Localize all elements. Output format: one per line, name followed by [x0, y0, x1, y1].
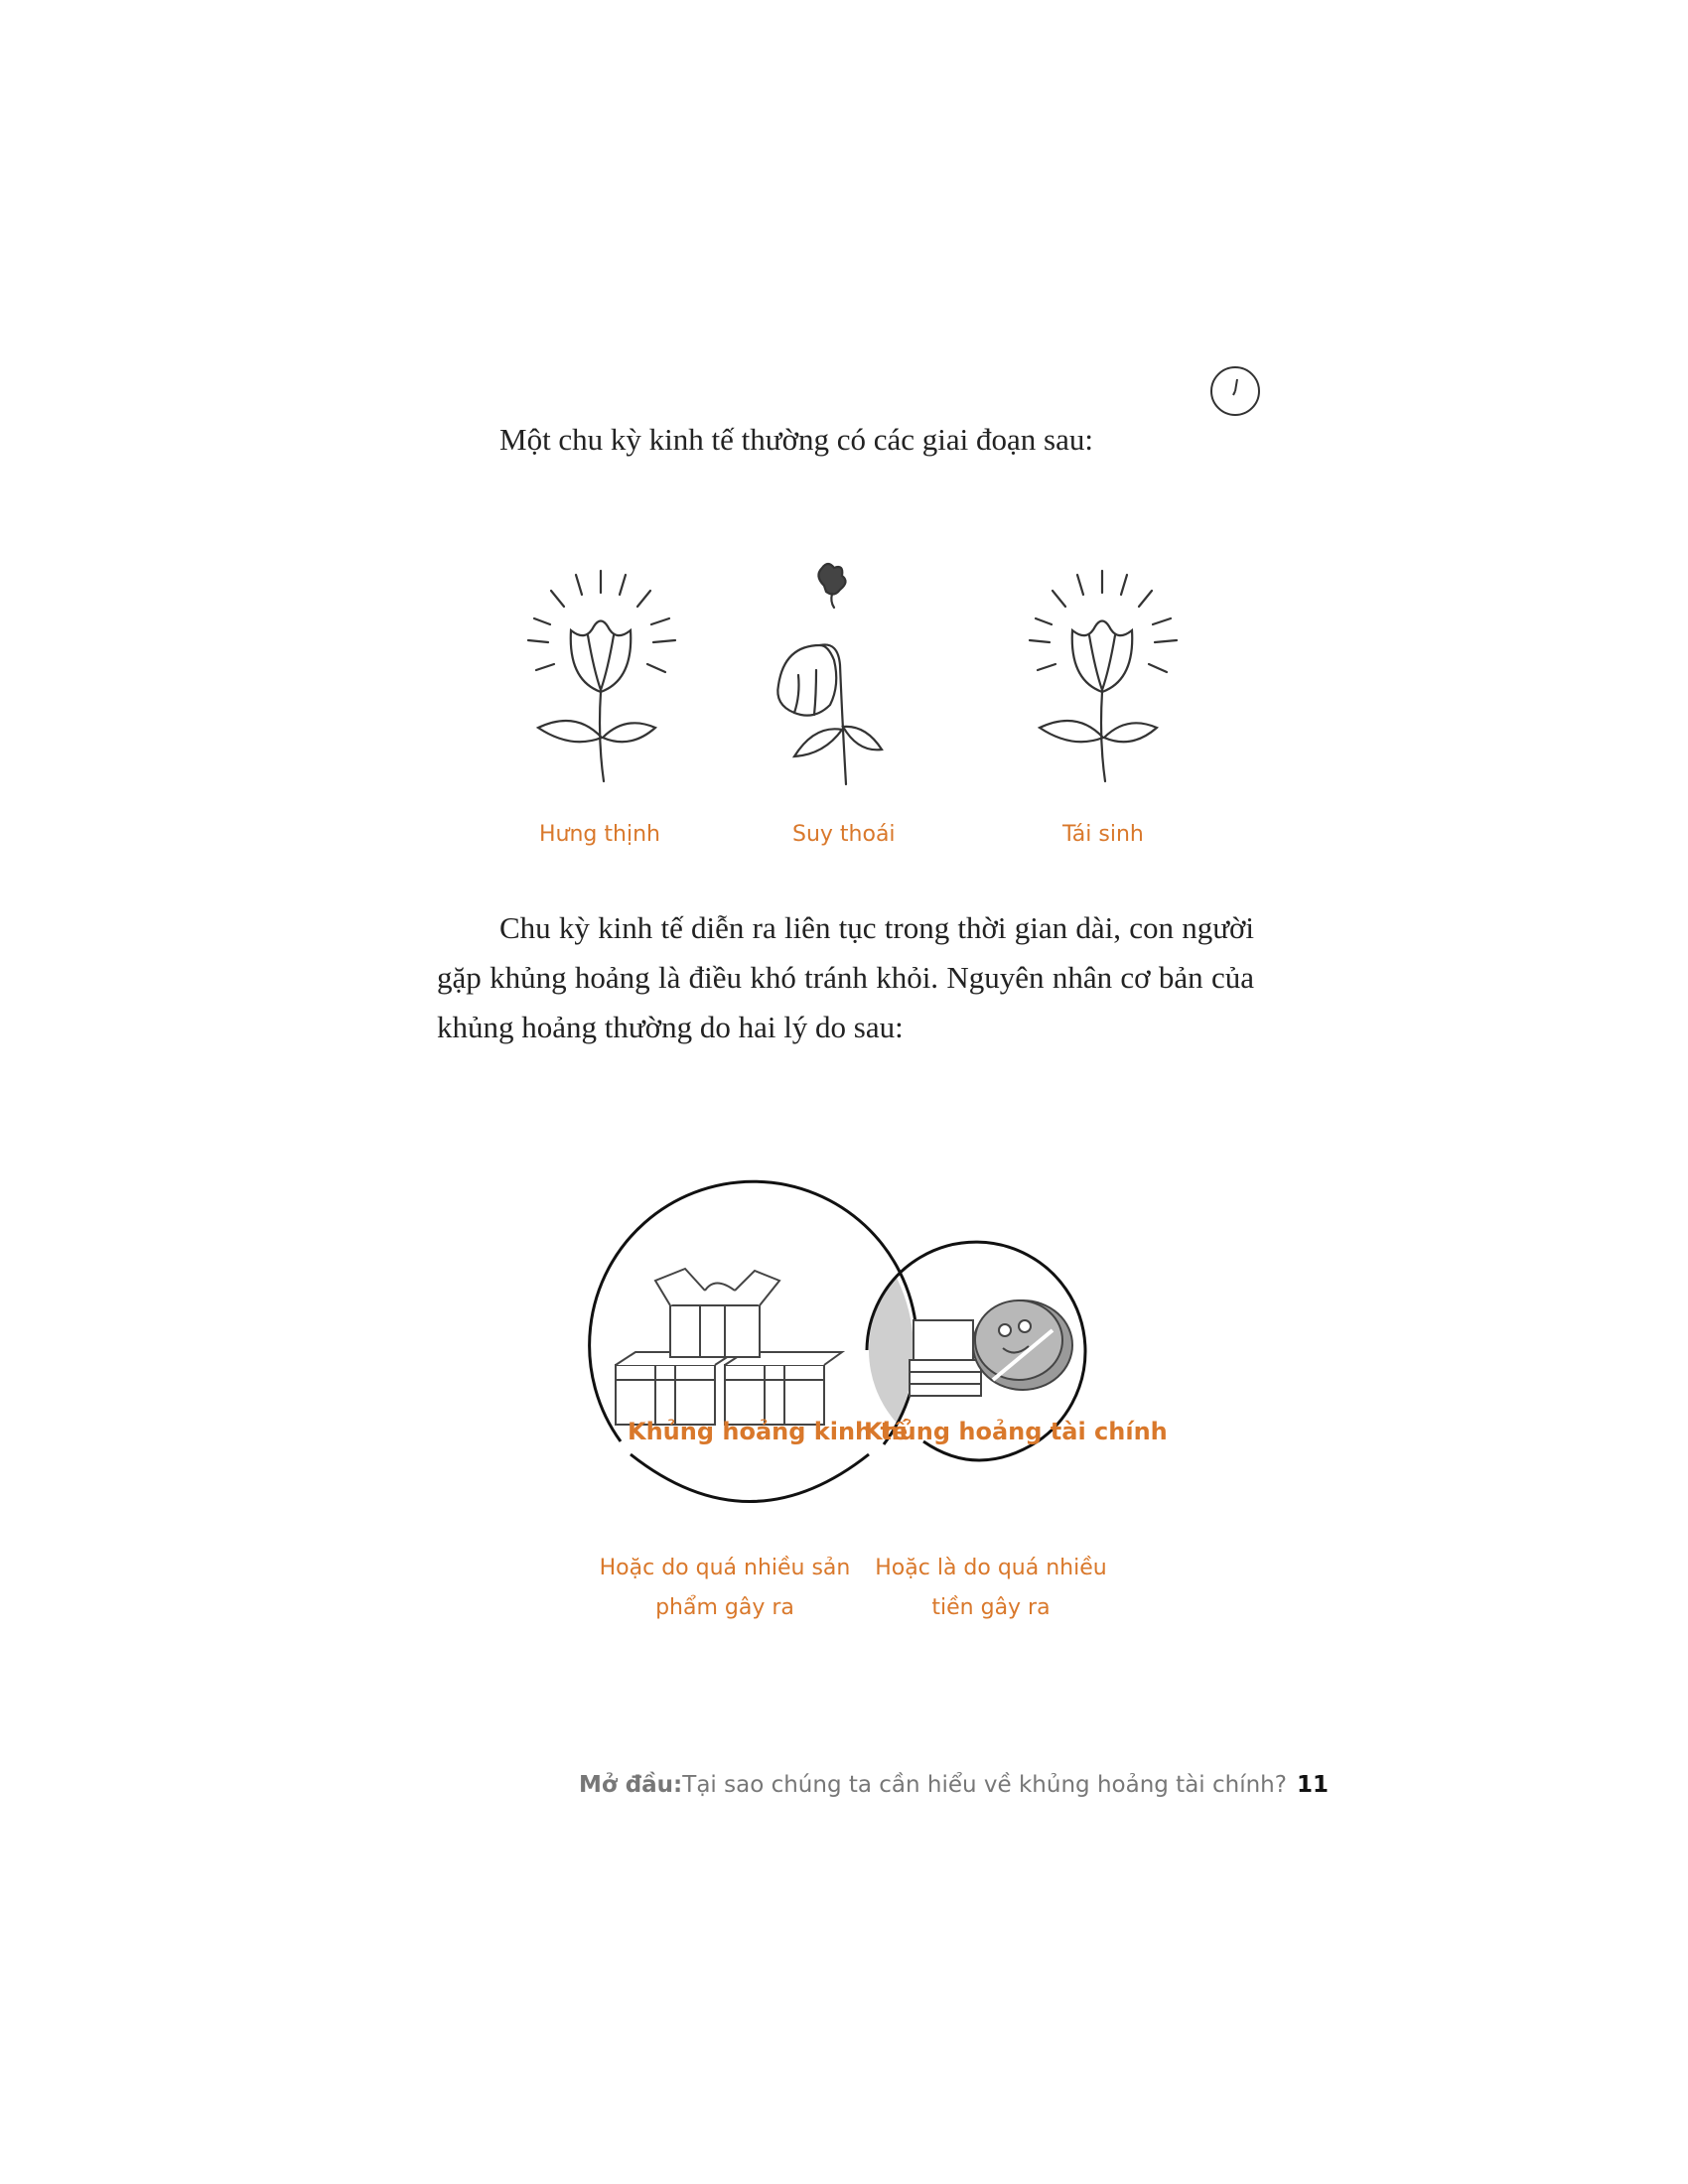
cause-right-line1: Hoặc là do quá nhiều	[875, 1556, 1107, 1580]
venn-right-label: Khủng hoảng tài chính	[864, 1418, 1168, 1445]
cause-left-line1: Hoặc do quá nhiều sản	[599, 1556, 851, 1580]
wilted-tulip-icon	[755, 546, 904, 789]
cause-left-line2: phẩm gây ra	[655, 1595, 794, 1620]
clock-icon	[1209, 365, 1261, 417]
page-footer	[579, 1772, 1329, 1798]
blooming-tulip-icon	[1018, 561, 1187, 784]
cause-left	[596, 1549, 854, 1628]
stage-label-prosperity: Hưng thịnh	[539, 822, 660, 847]
venn-left-label: Khủng hoảng kinh tế	[628, 1418, 909, 1445]
body-paragraph	[437, 903, 1254, 1052]
footer-title: Tại sao chúng ta cần hiểu về khủng hoảng tài chính?	[682, 1772, 1287, 1798]
cause-right	[862, 1549, 1120, 1628]
money-and-coin-icon	[910, 1300, 1072, 1396]
stage-label-renewal: Tái sinh	[1062, 822, 1144, 847]
intro-text: Một chu kỳ kinh tế thường có các giai đoạn sau:	[499, 422, 1093, 457]
blooming-tulip-icon	[516, 561, 685, 784]
page-number: 11	[1296, 1772, 1329, 1798]
stage-label-recession: Suy thoái	[792, 822, 896, 847]
footer-lead: Mở đầu:	[579, 1772, 683, 1798]
stacked-boxes-icon	[616, 1269, 842, 1425]
cause-right-line2: tiền gây ra	[931, 1595, 1051, 1620]
paragraph-text: Chu kỳ kinh tế diễn ra liên tục trong thời gian dài, con người gặp khủng hoảng là điều khó tránh khỏi. Nguyên nhân cơ bản của khủng hoảng thường do hai lý do sau:	[437, 910, 1254, 1044]
venn-diagram	[586, 1181, 1102, 1519]
